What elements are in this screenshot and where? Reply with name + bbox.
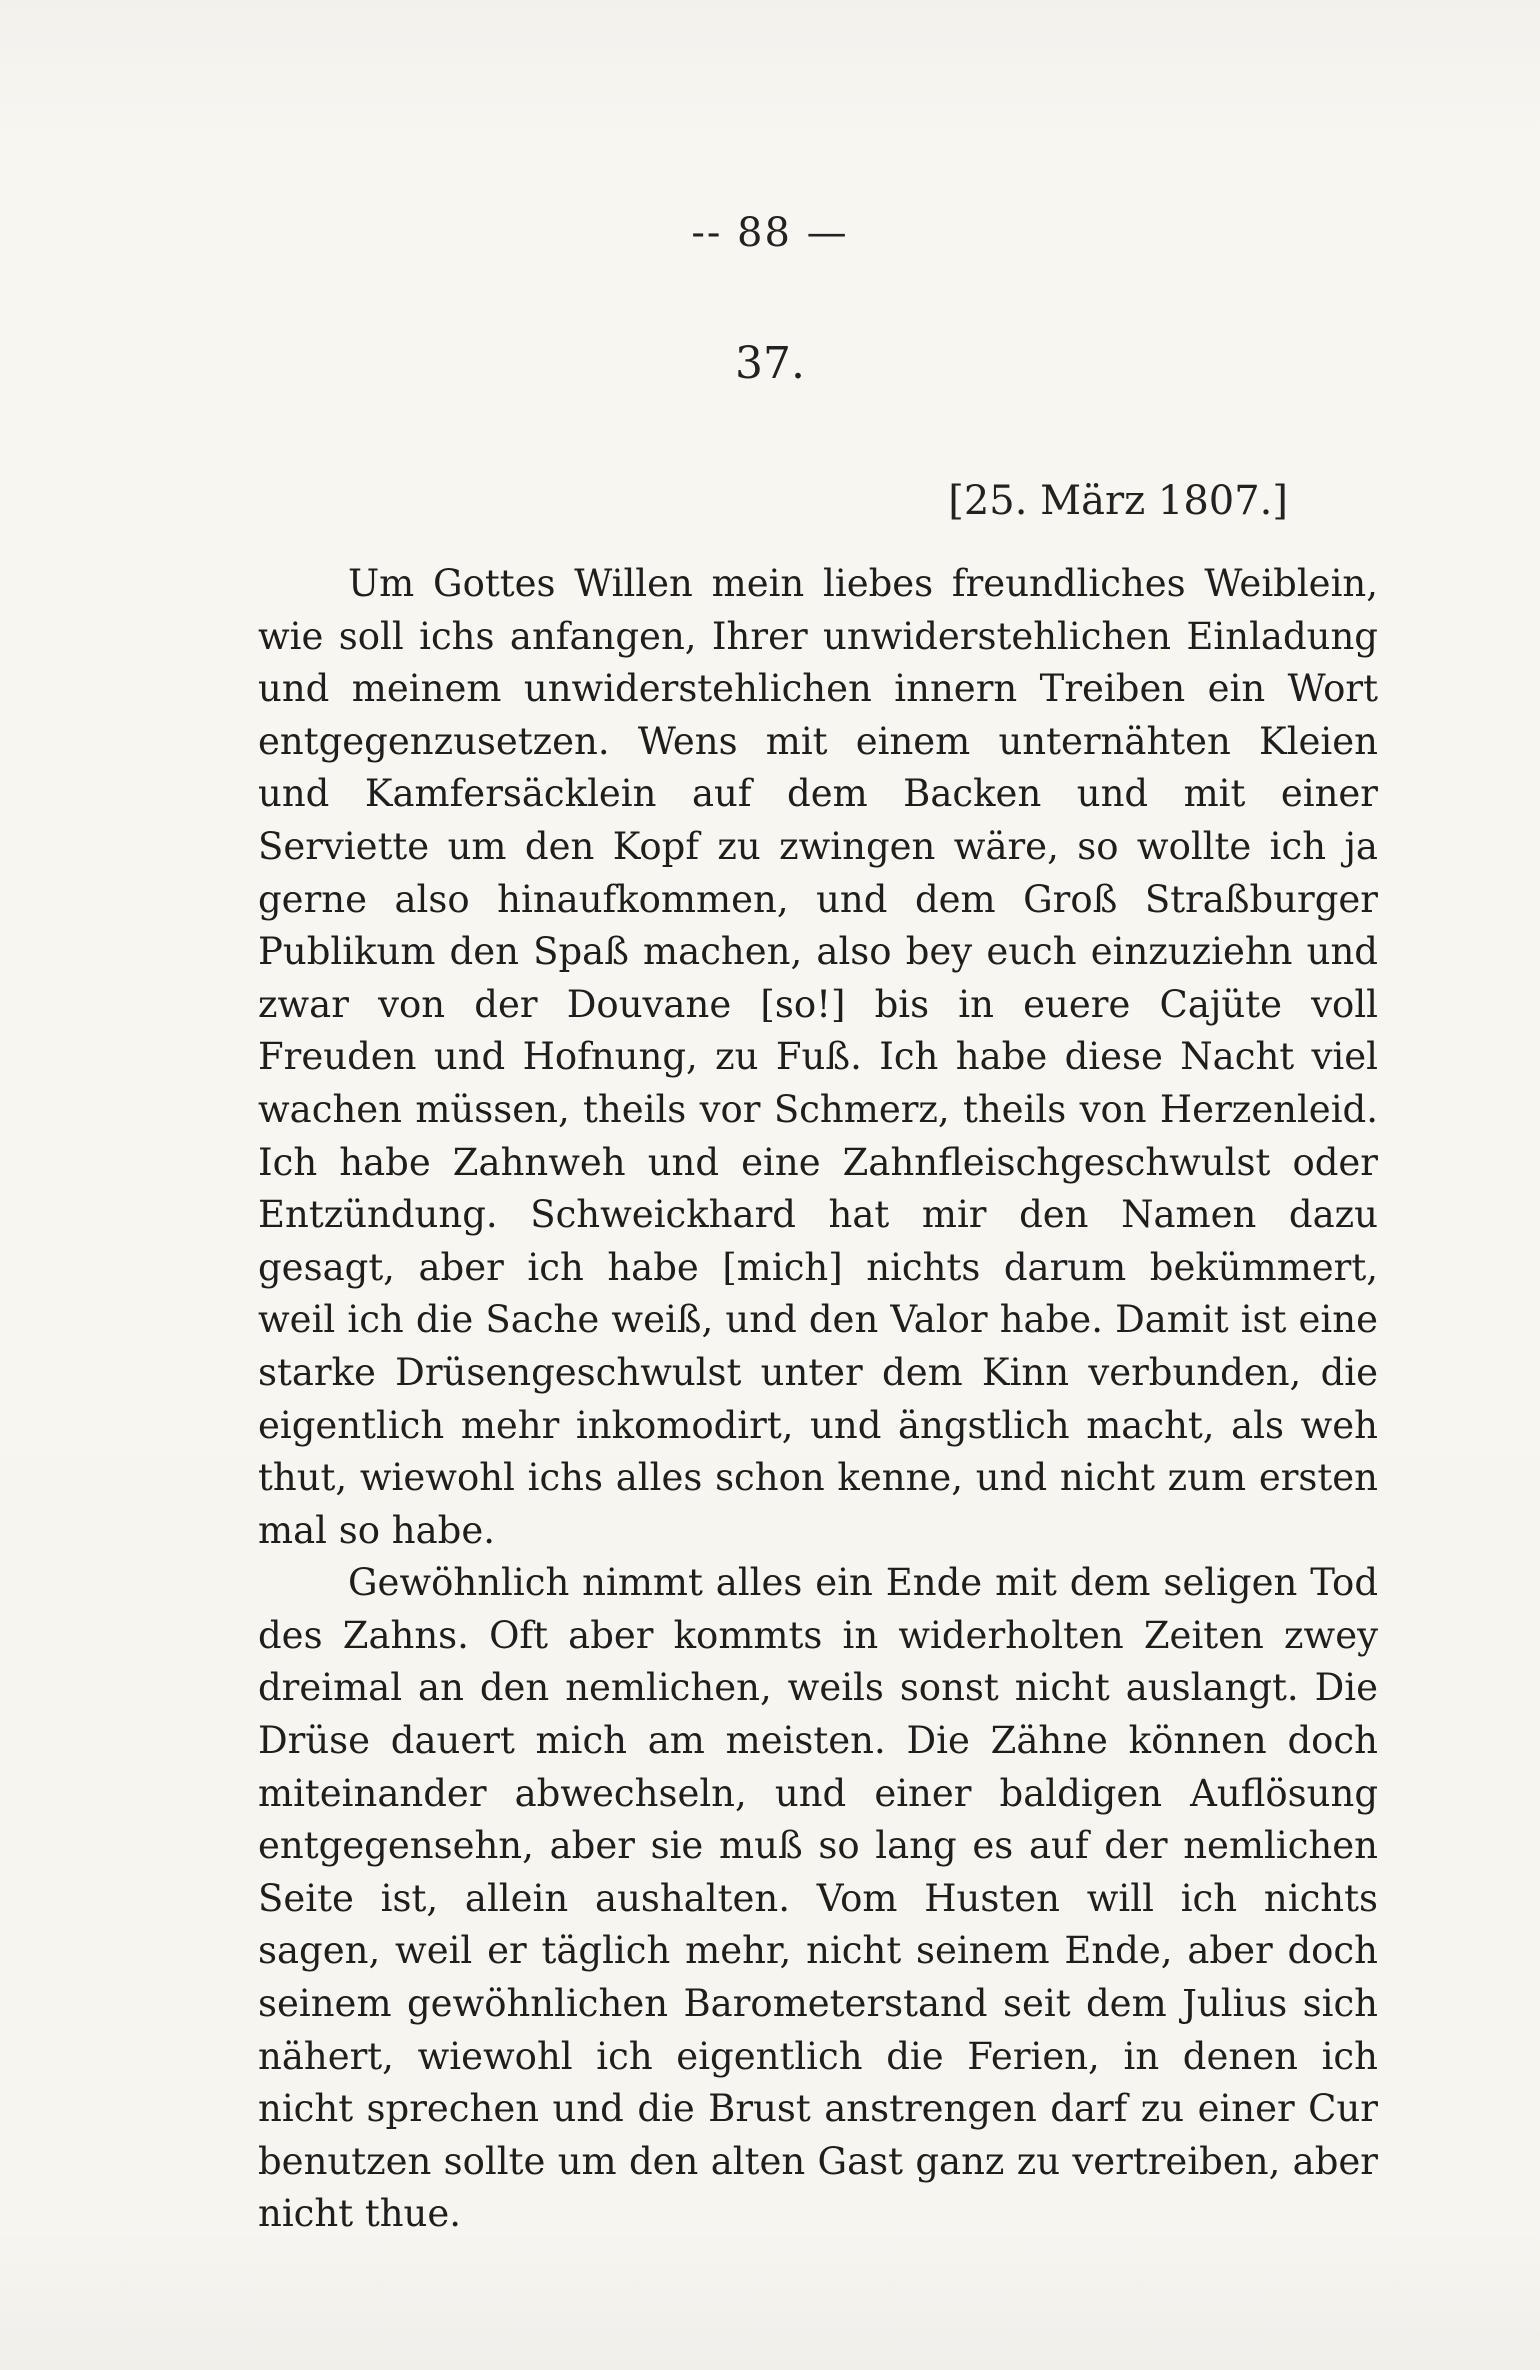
letter-body [258,558,1378,2241]
letter-date: [25. März 1807.] [948,478,1288,524]
page-number: -- 88 — [691,210,849,256]
paragraph: Um Gottes Willen mein liebes freundliches Weiblein, wie soll ichs anfangen, Ihrer unwiderstehlichen Einladung und meinem unwiderstehlichen innern Treiben ein Wort entgegenzusetzen. Wens mit einem unternähten Kleien und Kamfersäcklein auf dem Backen und mit einer Serviette um den Kopf zu zwingen wäre, so wollte ich ja gerne also hinaufkommen, und dem Groß Straßburger Publikum den Spaß machen, also bey euch einzuziehn und zwar von der Douvane [so!] bis in euere Cajüte voll Freuden und Hofnung, zu Fuß. Ich habe diese Nacht viel wachen müssen, theils vor Schmerz, theils von Herzenleid. Ich habe Zahnweh und eine Zahnfleischgeschwulst oder Entzündung. Schweickhard hat mir den Namen dazu gesagt, aber ich habe [mich] nichts darum bekümmert, weil ich die Sache weiß, und den Valor habe. Damit ist eine starke Drüsengeschwulst unter dem Kinn verbunden, die eigentlich mehr inkomodirt, und ängstlich macht, als weh thut, wiewohl ichs alles schon kenne, und nicht zum ersten mal so habe. [258,562,1378,1552]
letter-number: 37. [735,338,805,389]
paragraph: Gewöhnlich nimmt alles ein Ende mit dem seligen Tod des Zahns. Oft aber kommts in widerholten Zeiten zwey dreimal an den nemlichen, weils sonst nicht auslangt. Die Drüse dauert mich am meisten. Die Zähne können doch miteinander abwechseln, und einer baldigen Auflösung entgegensehn, aber sie muß so lang es auf der nemlichen Seite ist, allein aushalten. Vom Husten will ich nichts sagen, weil er täglich mehr, nicht seinem Ende, aber doch seinem gewöhnlichen Barometerstand seit dem Julius sich nähert, wiewohl ich eigentlich die Ferien, in denen ich nicht sprechen und die Brust anstrengen darf zu einer Cur benutzen sollte um den alten Gast ganz zu vertreiben, aber nicht thue. [258,1561,1378,2236]
